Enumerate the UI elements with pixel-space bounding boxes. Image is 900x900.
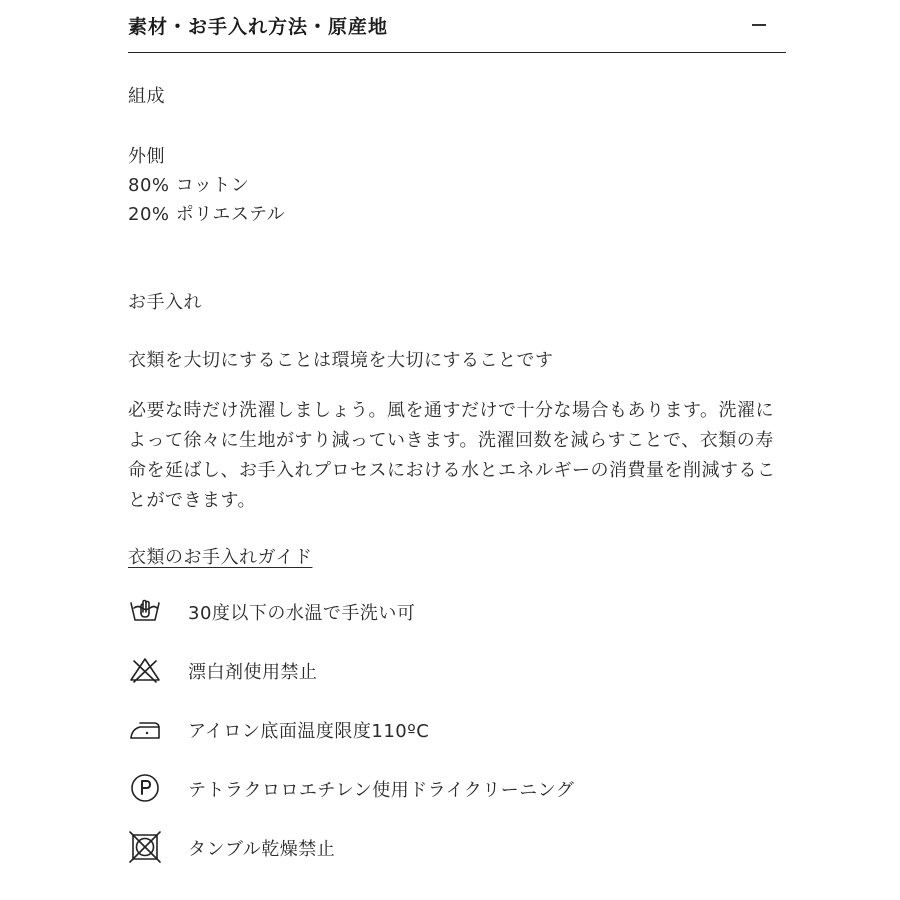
care-instruction-row — [128, 830, 728, 864]
composition-part-label: 外側 — [128, 146, 165, 167]
care-instruction-row — [128, 653, 728, 687]
care-tagline: 衣類を大切にすることは環境を大切にすることです — [128, 350, 554, 371]
material-item: 80% コットン — [128, 175, 250, 196]
care-instruction-label: 漂白剤使用禁止 — [188, 662, 318, 683]
care-instruction-label: 30度以下の水温で手洗い可 — [188, 603, 416, 624]
care-instruction-row — [128, 771, 728, 805]
care-instruction-row — [128, 712, 728, 746]
care-paragraph: 必要な時だけ洗濯しましょう。風を通すだけで十分な場合もあります。洗濯によって徐々に生地がすり減っていきます。洗濯回数を減らすことで、衣類の寿命を延ばし、お手入れプロセスにおける水とエネルギーの消費量を削減することができます。 — [128, 400, 776, 511]
iron-low-icon — [128, 712, 162, 746]
no-tumble-dry-icon — [128, 830, 162, 864]
care-heading: お手入れ — [128, 292, 202, 313]
care-instruction-label: アイロン底面温度限度110ºC — [188, 721, 430, 742]
accordion-title: 素材・お手入れ方法・原産地 — [128, 16, 389, 38]
material-item: 20% ポリエステル — [128, 204, 286, 225]
care-instruction-label: テトラクロロエチレン使用ドライクリーニング — [188, 780, 575, 801]
no-bleach-icon — [128, 653, 162, 687]
care-guide-link[interactable]: 衣類のお手入れガイド — [128, 547, 313, 568]
hand-wash-icon — [128, 594, 162, 628]
composition-heading: 組成 — [128, 86, 165, 107]
collapse-minus-icon[interactable] — [752, 24, 766, 26]
accordion-header-materials-care-origin[interactable] — [128, 0, 786, 53]
care-instruction-label: タンブル乾燥禁止 — [188, 839, 336, 860]
dry-clean-p-icon — [128, 771, 162, 805]
care-instruction-row — [128, 594, 728, 628]
